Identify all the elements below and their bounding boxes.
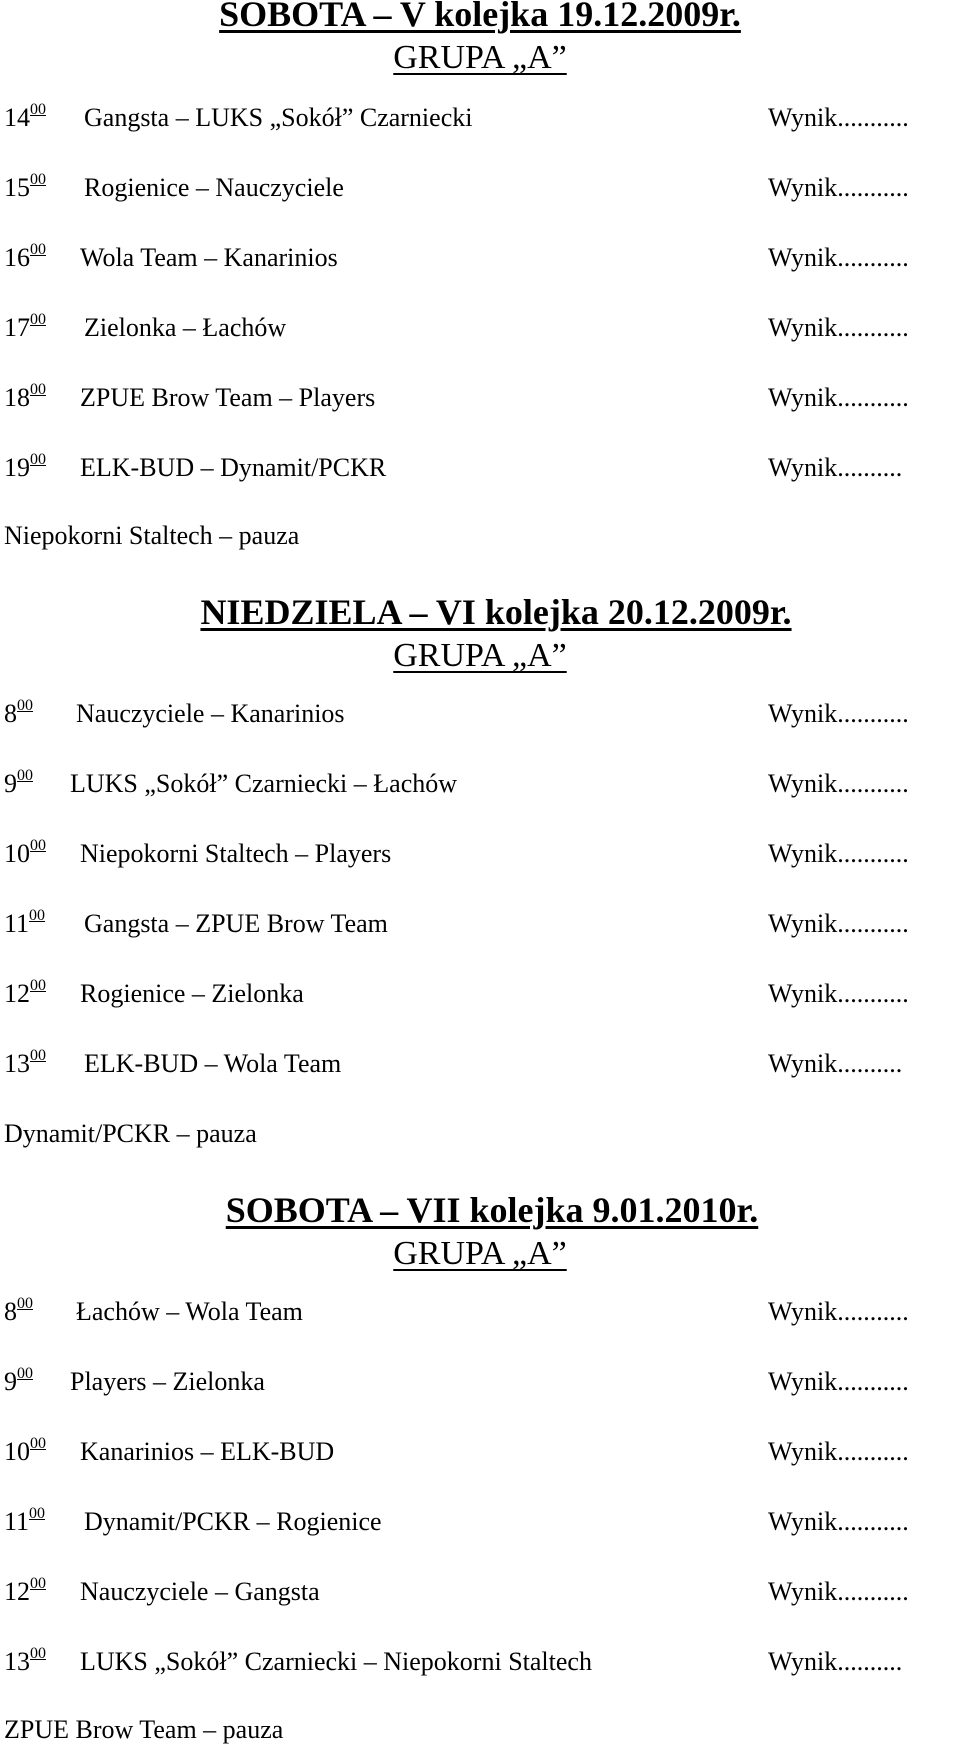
- match-time: $14^{00}$: [4, 101, 46, 132]
- match-time: $15^{00}$: [4, 171, 46, 202]
- match-result: Wynik...........: [768, 1507, 909, 1536]
- pause-note: Niepokorni Staltech – pauza: [4, 521, 300, 550]
- match-result: Wynik...........: [768, 1437, 909, 1466]
- match-teams: Niepokorni Staltech – Players: [80, 839, 392, 868]
- pause-note: ZPUE Brow Team – pauza: [4, 1715, 284, 1744]
- match-result: Wynik...........: [768, 313, 909, 342]
- section-3-heading: SOBOTA – VII kolejka 9.01.2010r.: [225, 1190, 759, 1230]
- match-row: [0, 764, 960, 804]
- match-result: Wynik...........: [768, 839, 909, 868]
- match-row: [0, 1572, 960, 1612]
- match-result: Wynik...........: [768, 243, 909, 272]
- match-teams: Gangsta – LUKS „Sokół” Czarniecki: [84, 103, 473, 132]
- match-time: $18^{00}$: [4, 381, 46, 412]
- match-time: $11^{00}$: [4, 907, 46, 938]
- match-teams: Kanarinios – ELK-BUD: [80, 1437, 335, 1466]
- match-row: [0, 1642, 960, 1682]
- match-teams: Łachów – Wola Team: [76, 1297, 303, 1326]
- match-row: [0, 98, 960, 138]
- match-time: $13^{00}$: [4, 1645, 46, 1676]
- match-row: [0, 694, 960, 734]
- match-time: $10^{00}$: [4, 837, 46, 868]
- match-time: $8^{00}$: [4, 697, 33, 728]
- match-row: [0, 834, 960, 874]
- section-1-heading: SOBOTA – V kolejka 19.12.2009r.: [219, 0, 741, 34]
- match-result: Wynik...........: [768, 383, 909, 412]
- match-result: Wynik...........: [768, 1297, 909, 1326]
- match-time: $11^{00}$: [4, 1505, 46, 1536]
- match-time: $12^{00}$: [4, 977, 46, 1008]
- match-row: [0, 168, 960, 208]
- match-row: [0, 1292, 960, 1332]
- match-teams: Nauczyciele – Gangsta: [80, 1577, 320, 1606]
- match-time: $10^{00}$: [4, 1435, 46, 1466]
- match-teams: ELK-BUD – Dynamit/PCKR: [80, 453, 387, 482]
- match-row: [0, 378, 960, 418]
- match-result: Wynik...........: [768, 103, 909, 132]
- section-1-group-title: GRUPA „A”: [393, 39, 567, 76]
- match-row: [0, 1502, 960, 1542]
- match-row: [0, 308, 960, 348]
- match-teams: LUKS „Sokół” Czarniecki – Niepokorni Staltech: [80, 1647, 592, 1676]
- match-teams: Gangsta – ZPUE Brow Team: [84, 909, 388, 938]
- match-row: [0, 238, 960, 278]
- match-result: Wynik..........: [768, 1049, 903, 1078]
- match-teams: Nauczyciele – Kanarinios: [76, 699, 345, 728]
- match-row: [0, 1362, 960, 1402]
- match-teams: Zielonka – Łachów: [84, 313, 287, 342]
- match-time: $9^{00}$: [4, 767, 33, 798]
- section-2-heading: NIEDZIELA – VI kolejka 20.12.2009r.: [200, 592, 792, 632]
- match-result: Wynik...........: [768, 909, 909, 938]
- match-time: $8^{00}$: [4, 1295, 33, 1326]
- match-time: $16^{00}$: [4, 241, 46, 272]
- match-row: [0, 974, 960, 1014]
- match-time: $17^{00}$: [4, 311, 46, 342]
- match-result: Wynik...........: [768, 173, 909, 202]
- match-row: [0, 448, 960, 488]
- match-teams: Rogienice – Zielonka: [80, 979, 304, 1008]
- match-result: Wynik...........: [768, 699, 909, 728]
- match-result: Wynik...........: [768, 1367, 909, 1396]
- match-teams: Players – Zielonka: [70, 1367, 265, 1396]
- match-result: Wynik..........: [768, 453, 903, 482]
- match-teams: ELK-BUD – Wola Team: [84, 1049, 342, 1078]
- section-3-group-title: GRUPA „A”: [393, 1235, 567, 1272]
- match-teams: ZPUE Brow Team – Players: [80, 383, 376, 412]
- match-result: Wynik...........: [768, 769, 909, 798]
- match-result: Wynik...........: [768, 979, 909, 1008]
- match-row: [0, 904, 960, 944]
- pause-note: Dynamit/PCKR – pauza: [4, 1119, 257, 1148]
- match-teams: Wola Team – Kanarinios: [80, 243, 338, 272]
- match-result: Wynik...........: [768, 1577, 909, 1606]
- match-row: [0, 1044, 960, 1084]
- section-2-group-title: GRUPA „A”: [393, 637, 567, 674]
- match-result: Wynik..........: [768, 1647, 903, 1676]
- match-time: $13^{00}$: [4, 1047, 46, 1078]
- match-time: $9^{00}$: [4, 1365, 33, 1396]
- match-teams: Dynamit/PCKR – Rogienice: [84, 1507, 382, 1536]
- match-time: $12^{00}$: [4, 1575, 46, 1606]
- match-teams: LUKS „Sokół” Czarniecki – Łachów: [70, 769, 458, 798]
- match-row: [0, 1432, 960, 1472]
- match-time: $19^{00}$: [4, 451, 46, 482]
- match-teams: Rogienice – Nauczyciele: [84, 173, 344, 202]
